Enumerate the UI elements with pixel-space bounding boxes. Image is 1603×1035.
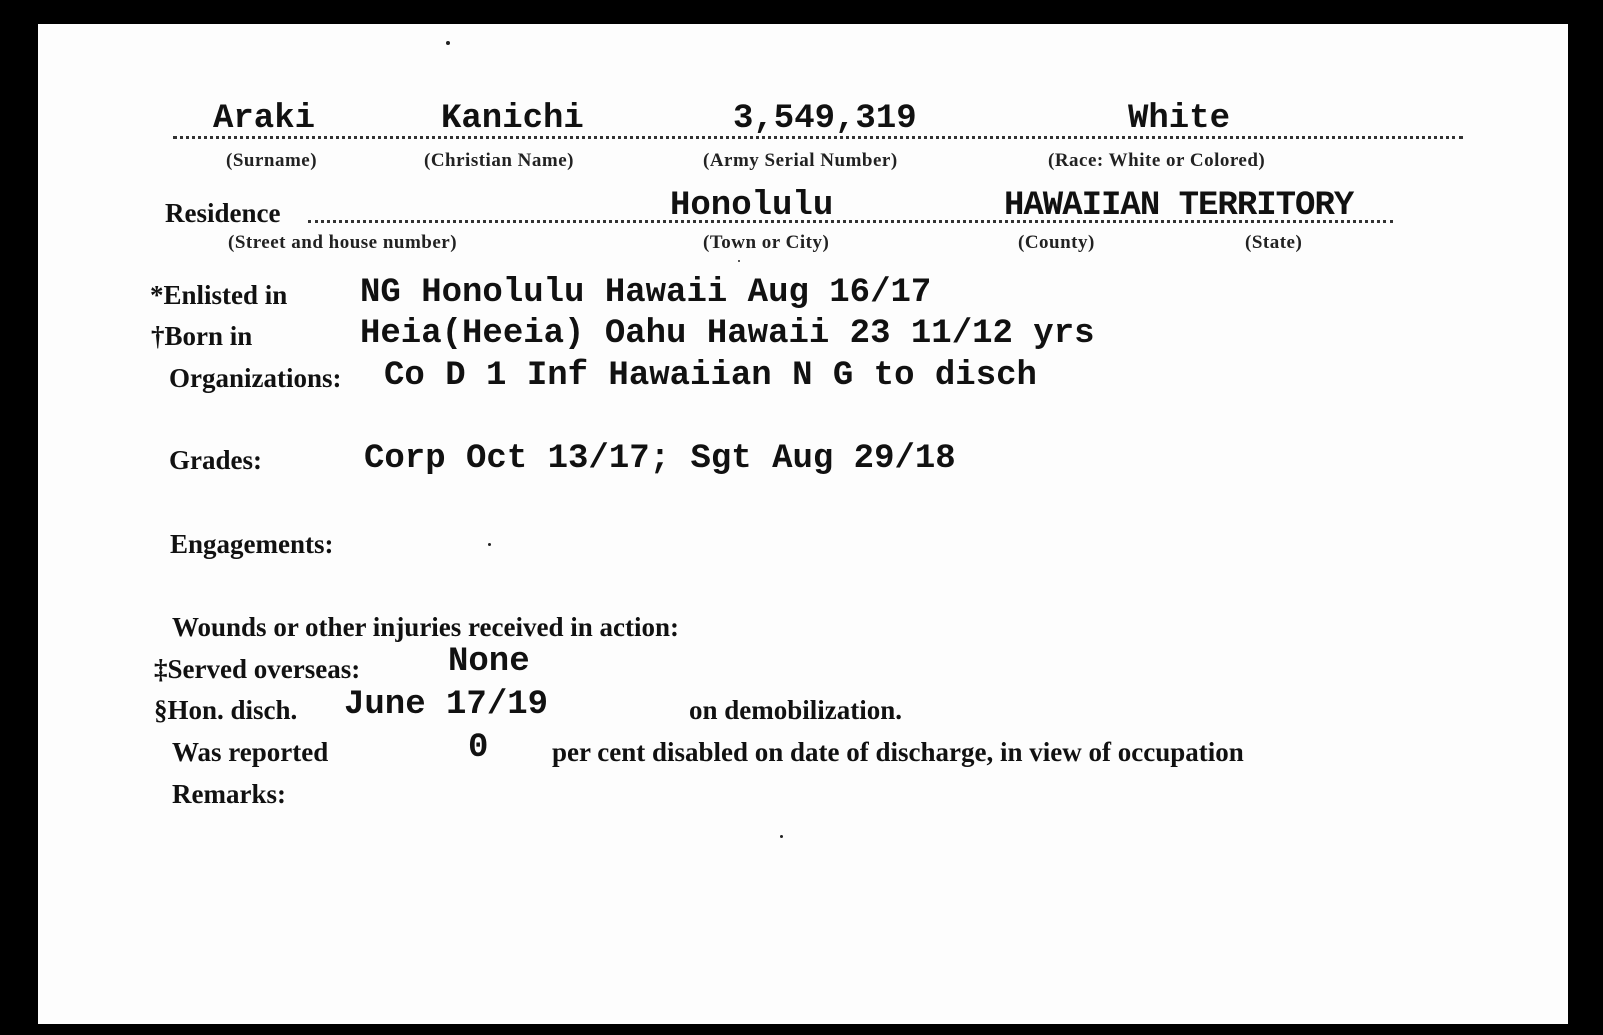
scan-speck	[488, 543, 491, 546]
enlisted-label: *Enlisted in	[150, 280, 288, 310]
surname-value: Araki	[213, 100, 316, 138]
race-value: White	[1128, 100, 1231, 138]
county-caption: (County)	[1018, 232, 1095, 253]
race-caption: (Race: White or Colored)	[1048, 150, 1266, 171]
enlisted-value: NG Honolulu Hawaii Aug 16/17	[360, 274, 932, 312]
serial-number-caption: (Army Serial Number)	[703, 150, 898, 171]
christian-name-value: Kanichi	[441, 100, 584, 138]
surname-caption: (Surname)	[226, 150, 318, 171]
serial-number-value: 3,549,319	[733, 100, 917, 138]
hon-disch-label: §Hon. disch.	[154, 695, 298, 725]
christian-name-caption: (Christian Name)	[424, 150, 574, 171]
born-label: †Born in	[151, 321, 253, 351]
grades-value: Corp Oct 13/17; Sgt Aug 29/18	[364, 440, 956, 478]
residence-county-state-value: HAWAIIAN TERRITORY	[1004, 187, 1354, 225]
state-caption: (State)	[1245, 232, 1303, 253]
hon-disch-suffix: on demobilization.	[689, 695, 903, 725]
organizations-label: Organizations:	[169, 363, 342, 393]
town-caption: (Town or City)	[703, 232, 830, 253]
born-value: Heia(Heeia) Oahu Hawaii 23 11/12 yrs	[360, 315, 1095, 353]
reported-suffix: per cent disabled on date of discharge, in view of occupation	[552, 737, 1244, 767]
reported-value: 0	[468, 729, 489, 767]
wounds-label: Wounds or other injuries received in action:	[172, 612, 680, 642]
grades-label: Grades:	[169, 445, 262, 475]
reported-label: Was reported	[172, 737, 329, 767]
served-overseas-label: ‡Served overseas:	[154, 654, 361, 684]
served-overseas-value: None	[448, 643, 530, 681]
scan-speck	[780, 835, 783, 838]
residence-label: Residence	[165, 198, 281, 228]
organizations-value: Co D 1 Inf Hawaiian N G to disch	[384, 357, 1037, 395]
service-record-card	[38, 24, 1568, 1024]
remarks-label: Remarks:	[172, 779, 286, 809]
scan-speck	[446, 41, 450, 45]
hon-disch-value: June 17/19	[344, 686, 549, 724]
residence-town-value: Honolulu	[670, 187, 834, 225]
street-caption: (Street and house number)	[228, 232, 458, 253]
scan-speck	[738, 260, 740, 262]
engagements-label: Engagements:	[170, 529, 334, 559]
